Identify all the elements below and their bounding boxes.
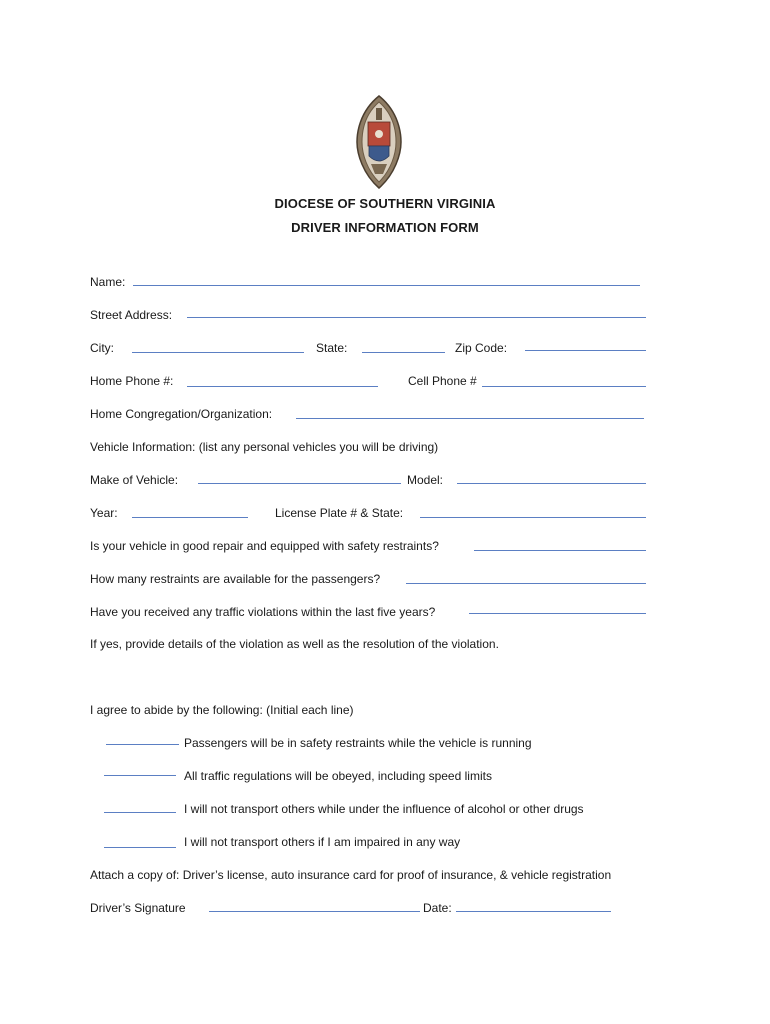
city-field[interactable] bbox=[132, 352, 304, 353]
home-phone-field[interactable] bbox=[187, 386, 378, 387]
model-label: Model: bbox=[407, 473, 444, 487]
initial-field-4[interactable] bbox=[104, 847, 176, 848]
vehicle-repair-label: Is your vehicle in good repair and equipped with safety restraints? bbox=[90, 539, 439, 553]
diocese-seal-icon bbox=[355, 94, 403, 190]
violations-field[interactable] bbox=[469, 613, 646, 614]
street-address-field[interactable] bbox=[187, 317, 646, 318]
name-label: Name: bbox=[90, 275, 126, 289]
vehicle-repair-field[interactable] bbox=[474, 550, 646, 551]
attach-documents-text: Attach a copy of: Driver’s license, auto insurance card for proof of insurance, & vehicle registration bbox=[90, 868, 612, 882]
year-label: Year: bbox=[90, 506, 118, 520]
state-field[interactable] bbox=[362, 352, 445, 353]
home-phone-label: Home Phone #: bbox=[90, 374, 174, 388]
agreement-item-3: I will not transport others while under the influence of alcohol or other drugs bbox=[184, 802, 584, 816]
restraints-label: How many restraints are available for the passengers? bbox=[90, 572, 381, 586]
congregation-label: Home Congregation/Organization: bbox=[90, 407, 273, 421]
zip-code-label: Zip Code: bbox=[455, 341, 508, 355]
make-label: Make of Vehicle: bbox=[90, 473, 179, 487]
signature-label: Driver’s Signature bbox=[90, 901, 186, 915]
cell-phone-label: Cell Phone # bbox=[408, 374, 477, 388]
name-field[interactable] bbox=[133, 285, 640, 286]
city-label: City: bbox=[90, 341, 114, 355]
cell-phone-field[interactable] bbox=[482, 386, 646, 387]
state-label: State: bbox=[316, 341, 348, 355]
form-title-diocese: DIOCESE OF SOUTHERN VIRGINIA bbox=[274, 196, 496, 211]
signature-field[interactable] bbox=[209, 911, 420, 912]
agreement-intro: I agree to abide by the following: (Initial each line) bbox=[90, 703, 354, 717]
street-address-label: Street Address: bbox=[90, 308, 173, 322]
agreement-item-2: All traffic regulations will be obeyed, including speed limits bbox=[184, 769, 492, 783]
year-field[interactable] bbox=[132, 517, 248, 518]
zip-code-field[interactable] bbox=[525, 350, 646, 351]
agreement-item-4: I will not transport others if I am impaired in any way bbox=[184, 835, 461, 849]
restraints-field[interactable] bbox=[406, 583, 646, 584]
initial-field-3[interactable] bbox=[104, 812, 176, 813]
make-field[interactable] bbox=[198, 483, 401, 484]
vehicle-info-label: Vehicle Information: (list any personal vehicles you will be driving) bbox=[90, 440, 439, 454]
initial-field-2[interactable] bbox=[104, 775, 176, 776]
violation-details-label: If yes, provide details of the violation as well as the resolution of the violation. bbox=[90, 637, 499, 651]
form-title-driver-info: DRIVER INFORMATION FORM bbox=[291, 220, 479, 235]
violations-label: Have you received any traffic violations within the last five years? bbox=[90, 605, 436, 619]
date-label: Date: bbox=[423, 901, 452, 915]
model-field[interactable] bbox=[457, 483, 646, 484]
congregation-field[interactable] bbox=[296, 418, 644, 419]
initial-field-1[interactable] bbox=[106, 744, 179, 745]
license-plate-field[interactable] bbox=[420, 517, 646, 518]
agreement-item-1: Passengers will be in safety restraints while the vehicle is running bbox=[184, 736, 532, 750]
date-field[interactable] bbox=[456, 911, 611, 912]
license-plate-label: License Plate # & State: bbox=[275, 506, 404, 520]
